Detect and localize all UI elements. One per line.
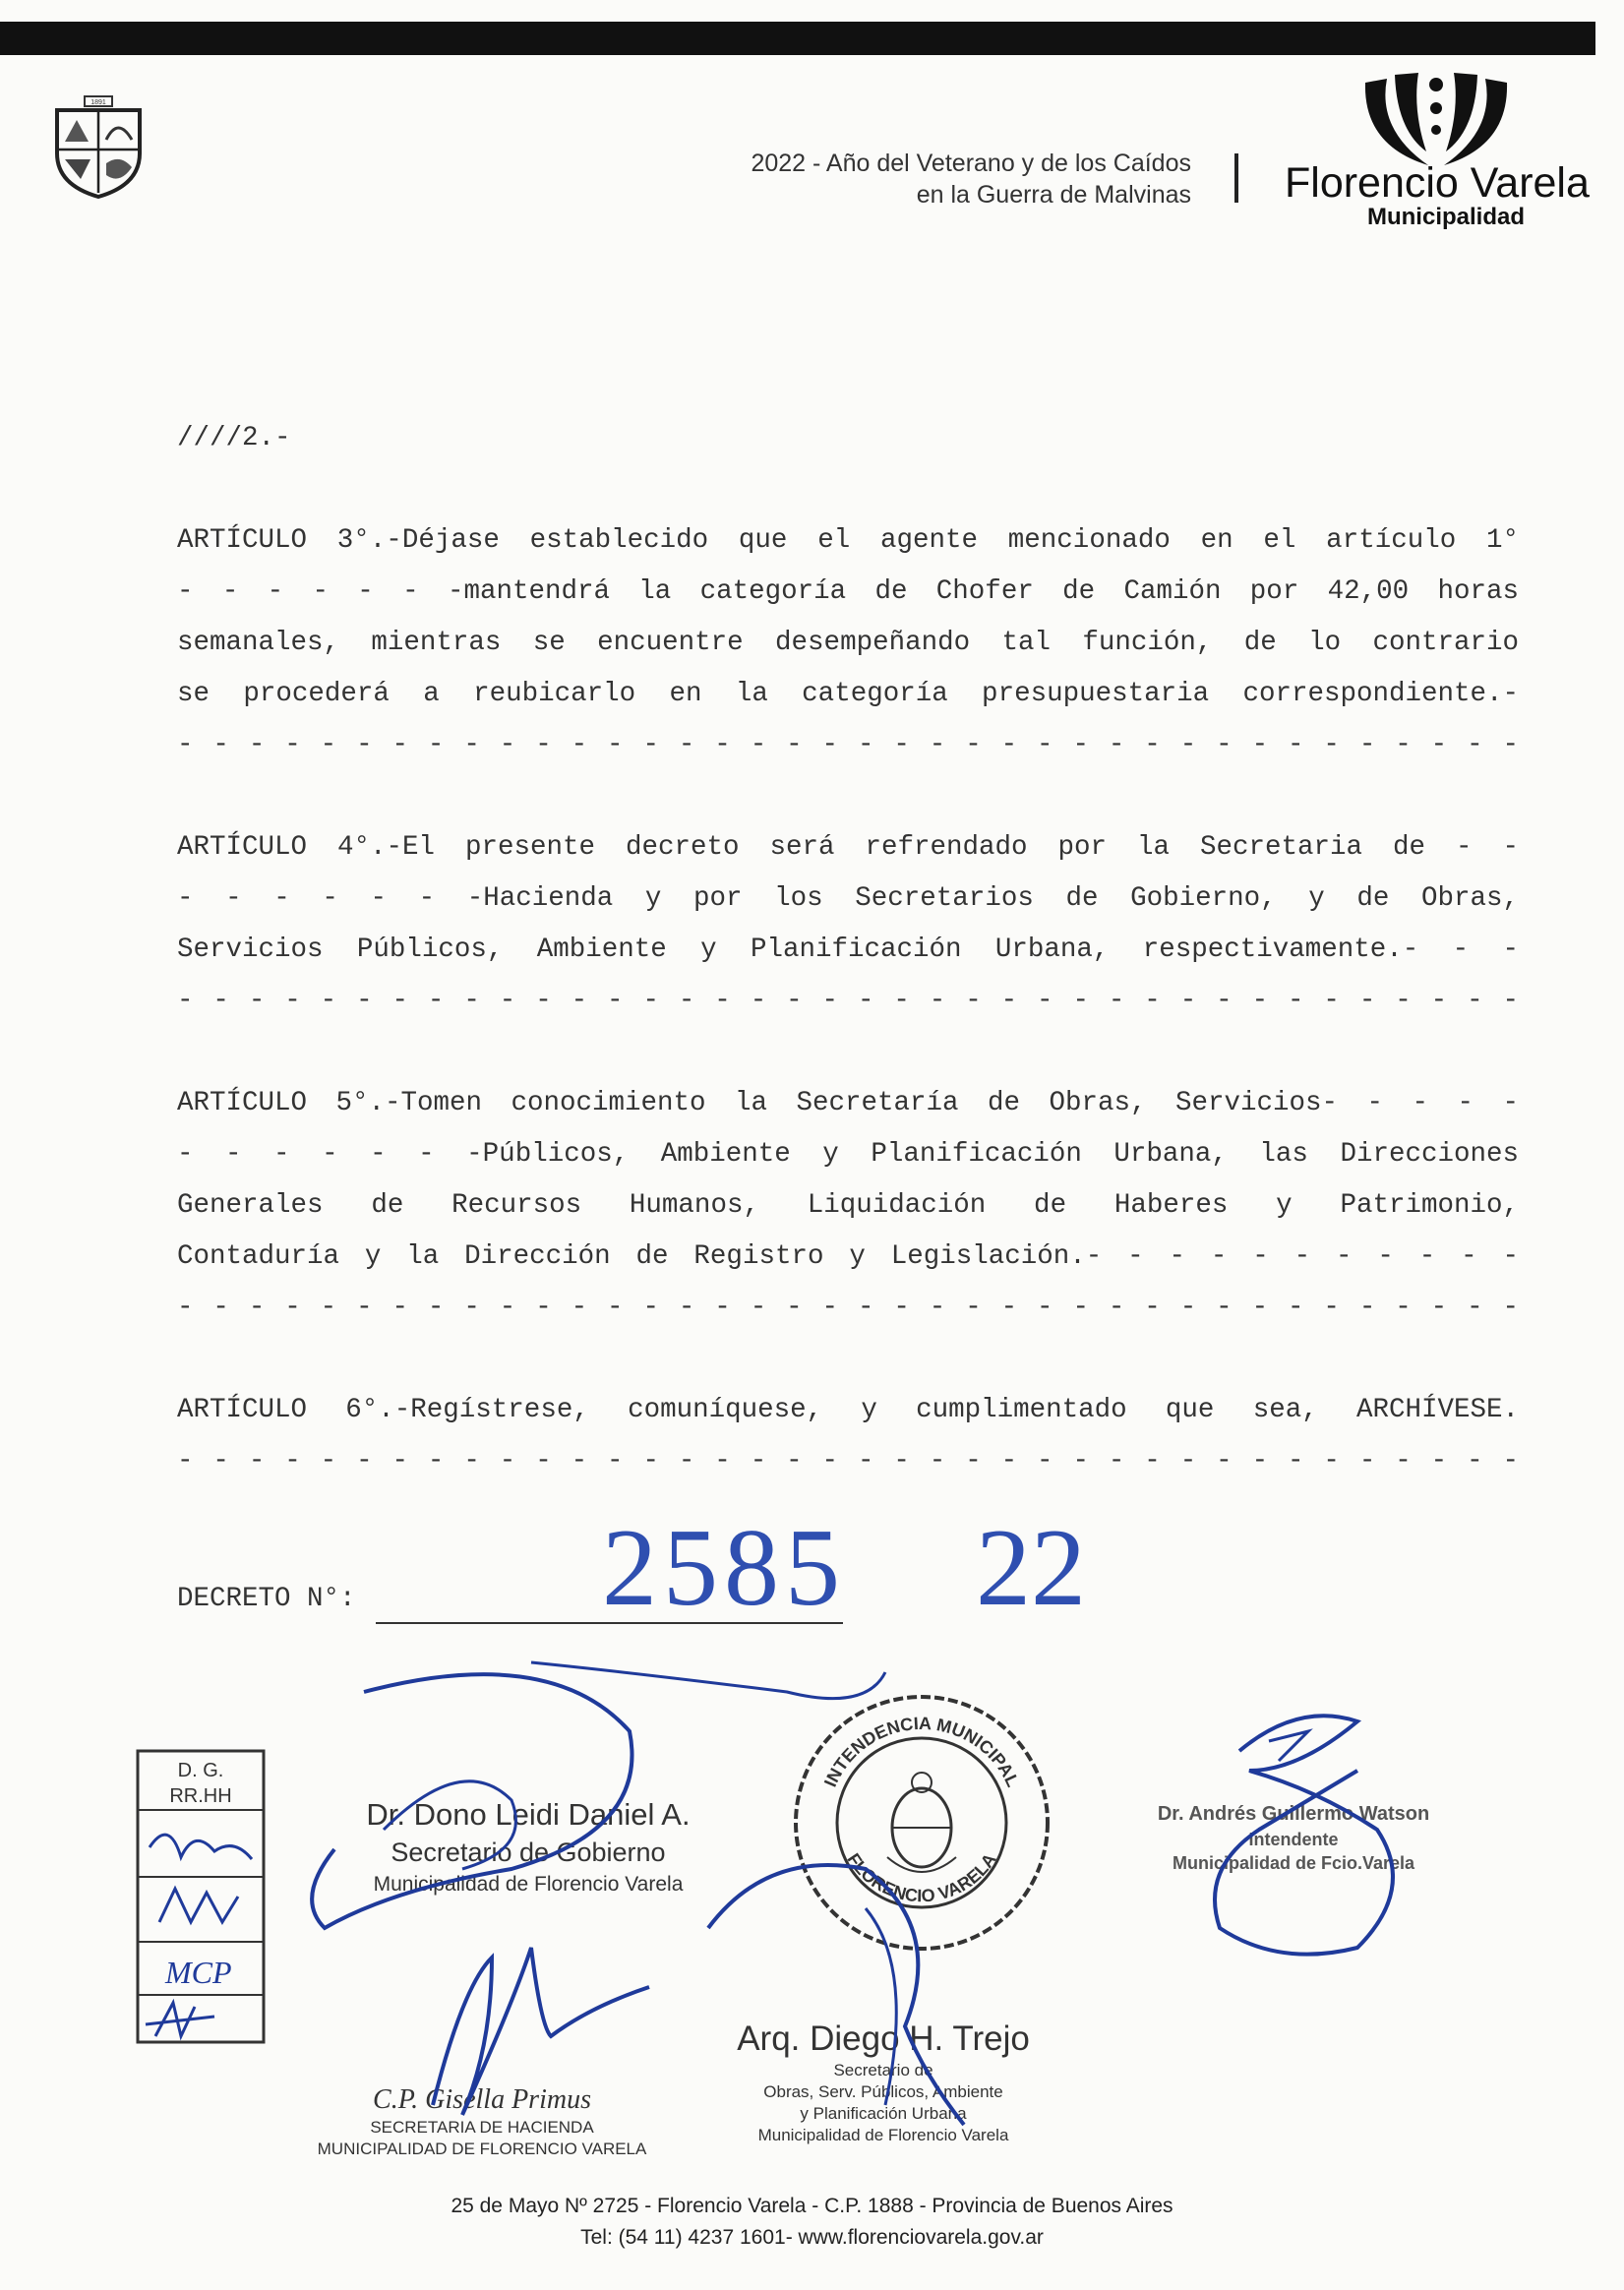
article-line: ARTÍCULO 6°.-Regístrese, comuníquese, y cumplimentado que sea, ARCHÍVESE.	[177, 1395, 1519, 1425]
signer-role: Secretario de Gobierno	[391, 1838, 666, 1867]
decree-body	[177, 413, 1519, 1487]
article-5	[177, 1078, 1519, 1334]
signer-name: Arq. Diego H. Trejo	[737, 2019, 1030, 2058]
footer-contact: Tel: (54 11) 4237 1601- www.florenciovarela.gov.ar	[580, 2226, 1044, 2249]
article-line: se procederá a reubicarlo en la categoría presupuestaria correspondiente.-	[177, 679, 1519, 709]
page-footer	[0, 2191, 1624, 2254]
signature-intendente	[1131, 1800, 1456, 1875]
decree-number: 2585	[602, 1507, 846, 1629]
signer-role: SECRETARIA DE HACIENDA	[370, 2118, 594, 2137]
signer-org: Municipalidad de Fcio.Varela	[1172, 1853, 1415, 1873]
article-line: Generales de Recursos Humanos, Liquidación de Haberes y Patrimonio,	[177, 1190, 1519, 1221]
dash-filler: - - - - - - - - - - - - - - - - - - - - - - - - - - - - - - - - - - - - - -	[177, 986, 1519, 1016]
dash-filler: - - - - - - - - - - - - - - - - - - - - - - - - - - - - - - - - - - - - - -	[177, 1446, 1519, 1476]
brand	[1285, 159, 1590, 230]
signer-org: Municipalidad de Florencio Varela	[373, 1873, 684, 1896]
footer-address: 25 de Mayo Nº 2725 - Florencio Varela - C.P. 1888 - Provincia de Buenos Aires	[451, 2195, 1173, 2217]
florencio-varela-logo-icon	[1357, 71, 1515, 169]
stamp-line: D. G.	[177, 1760, 224, 1781]
signer-name: C.P. Gisella Primus	[373, 2084, 591, 2115]
signer-role: y Planificación Urbana	[800, 2104, 967, 2123]
signature-hacienda	[295, 2083, 669, 2160]
brand-subtitle: Municipalidad	[1366, 204, 1525, 230]
svg-text:FLORENCIO VARELA	[843, 1849, 999, 1905]
dash-filler: - - - - - - - - - - - - - - - - - - - - - - - - - - - - - - - - - - - - - -	[177, 1293, 1519, 1323]
hr-stamp-box	[116, 1749, 266, 2044]
dash-filler: - - - - - - - - - - - - - - - - - - - - - - - - - - - - - - - - - - - - - -	[177, 730, 1519, 760]
motto-line: en la Guerra de Malvinas	[916, 181, 1191, 209]
decree-label: DECRETO N°:	[177, 1584, 356, 1614]
article-line: ARTÍCULO 5°.-Tomen conocimiento la Secretaría de Obras, Servicios- - - - -	[177, 1088, 1519, 1118]
article-line: semanales, mientras se encuentre desempeñando tal función, de lo contrario	[177, 628, 1519, 658]
signer-org: MUNICIPALIDAD DE FLORENCIO VARELA	[317, 2139, 647, 2158]
signer-role: Secretario de	[833, 2061, 933, 2079]
article-line: Servicios Públicos, Ambiente y Planificación Urbana, respectivamente.- - -	[177, 934, 1519, 965]
article-6	[177, 1385, 1519, 1487]
article-line: - - - - - - -mantendrá la categoría de Chofer de Camión por 42,00 horas	[177, 576, 1519, 607]
municipal-crest-icon	[51, 94, 146, 201]
article-3	[177, 515, 1519, 771]
scan-top-bar	[0, 22, 1595, 55]
article-line: ARTÍCULO 4°.-El presente decreto será refrendado por la Secretaria de - -	[177, 832, 1519, 863]
signature-obras	[714, 2019, 1053, 2146]
signer-org: Municipalidad de Florencio Varela	[757, 2126, 1009, 2144]
stamp-line: RR.HH	[169, 1785, 232, 1807]
article-line: Contaduría y la Dirección de Registro y Legislación.- - - - - - - - - - -	[177, 1241, 1519, 1272]
official-seal	[789, 1690, 1054, 1956]
article-line: - - - - - - -Hacienda y por los Secretarios de Gobierno, y de Obras,	[177, 883, 1519, 914]
article-line: ARTÍCULO 3°.-Déjase establecido que el agente mencionado en el artículo 1°	[177, 525, 1519, 556]
motto-line: 2022 - Año del Veterano y de los Caídos	[751, 150, 1191, 177]
seal-top-text: INTENDENCIA MUNICIPAL	[819, 1713, 1023, 1790]
signature-gobierno	[346, 1795, 710, 1899]
signer-name: Dr. Andrés Guillermo Watson	[1157, 1803, 1430, 1825]
stamp-initials: MCP	[165, 1955, 232, 1990]
signer-role: Intendente	[1248, 1830, 1339, 1849]
svg-text:1891: 1891	[90, 99, 106, 106]
decree-year: 22	[976, 1507, 1086, 1629]
brand-name: Florencio Varela	[1285, 159, 1590, 207]
signer-name: Dr. Dono Leidi Daniel A.	[366, 1797, 691, 1832]
page-reference: ////2.-	[177, 423, 291, 453]
seal-bottom-text: FLORENCIO VARELA	[843, 1849, 1000, 1906]
header-divider	[1234, 153, 1238, 203]
year-motto	[751, 148, 1191, 211]
article-line: - - - - - - -Públicos, Ambiente y Planificación Urbana, las Direcciones	[177, 1139, 1519, 1170]
signer-role: Obras, Serv. Públicos, Ambiente	[763, 2082, 1003, 2101]
article-4	[177, 822, 1519, 1027]
